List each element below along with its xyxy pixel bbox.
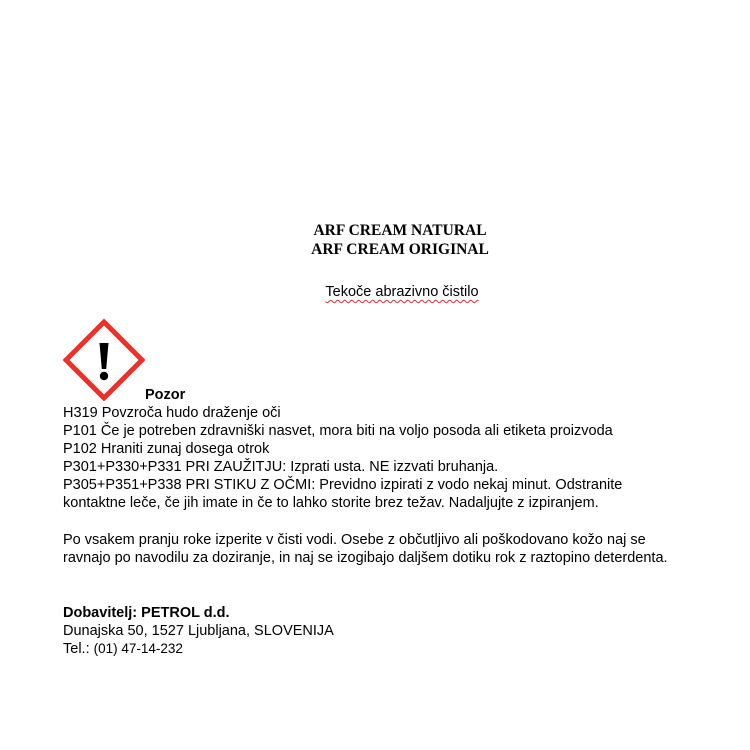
supplier-phone-label: Tel.: bbox=[63, 641, 90, 657]
product-title-line-2: ARF CREAM ORIGINAL bbox=[311, 241, 489, 258]
exclamation-mark-hazard-icon bbox=[63, 319, 145, 401]
hazard-statements bbox=[63, 404, 622, 512]
hazard-statement-h319: H319 Povzroča hudo draženje oči bbox=[63, 405, 281, 421]
signal-word: Pozor bbox=[145, 387, 186, 403]
supplier-phone: (01) 47-14-232 bbox=[93, 641, 183, 656]
product-title-line-1: ARF CREAM NATURAL bbox=[313, 222, 487, 239]
product-subtitle-text: Tekoče abrazivno čistilo bbox=[325, 284, 479, 300]
supplier-address: Dunajska 50, 1527 Ljubljana, SLOVENIJA bbox=[63, 623, 334, 639]
precaution-statement-p102: P102 Hraniti zunaj dosega otrok bbox=[63, 441, 270, 457]
precaution-statement-p101: P101 Če je potreben zdravniški nasvet, mora biti na voljo posoda ali etiketa proizvoda bbox=[63, 423, 613, 439]
precaution-statement-p301: P301+P330+P331 PRI ZAUŽITJU: Izprati usta. NE izzvati bruhanja. bbox=[63, 459, 499, 475]
product-subtitle bbox=[0, 282, 750, 302]
supplier-block bbox=[63, 604, 334, 658]
hygiene-note bbox=[63, 531, 668, 567]
hygiene-note-line-1: Po vsakem pranju roke izperite v čisti vodi. Osebe z občutljivo ali poškodovano kožo naj se bbox=[63, 532, 646, 548]
precaution-statement-p305: P305+P351+P338 PRI STIKU Z OČMI: Previdno izpirati z vodo nekaj minut. Odstranite bbox=[63, 477, 623, 493]
supplier-name: Dobavitelj: PETROL d.d. bbox=[63, 605, 230, 621]
hygiene-note-line-2: ravnajo po navodilu za doziranje, in naj se izogibajo daljšem dotiku rok z raztopino deterdenta. bbox=[63, 550, 668, 566]
supplier-phone-row bbox=[63, 640, 334, 658]
precaution-statement-p305-continued: kontaktne leče, če jih imate in če to lahko storite brez težav. Nadaljujte z izpiranjem. bbox=[63, 495, 599, 511]
